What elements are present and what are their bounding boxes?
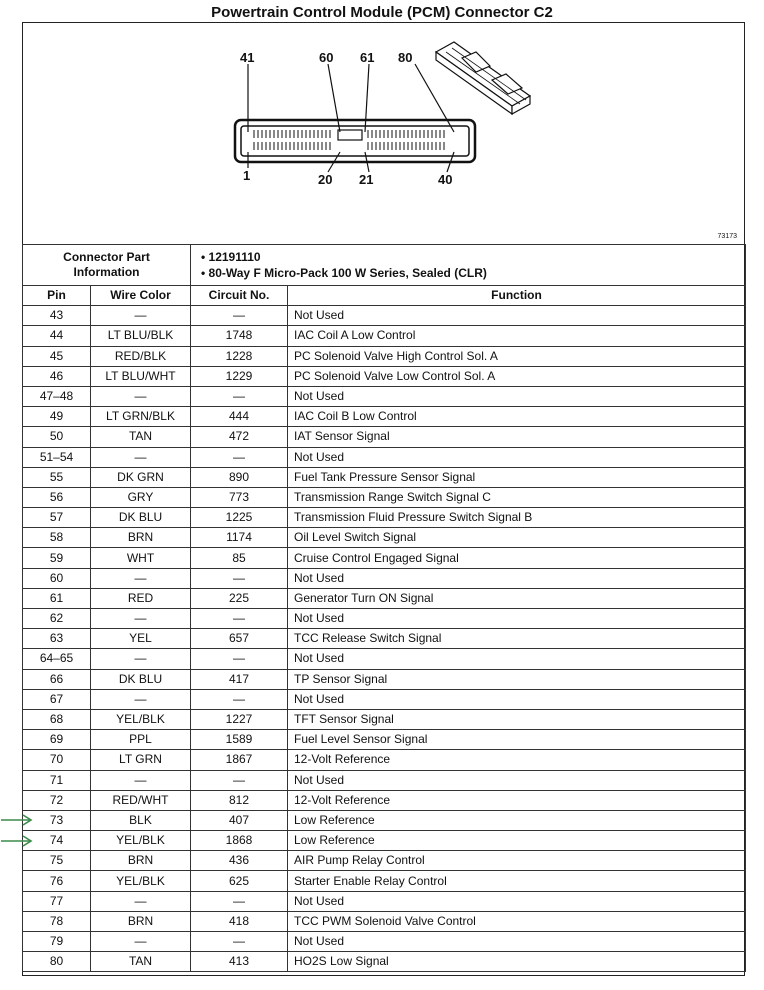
connector-info-label bbox=[23, 245, 191, 286]
cell-function: IAC Coil B Low Control bbox=[288, 407, 746, 427]
cell-function: TP Sensor Signal bbox=[288, 669, 746, 689]
cell-circuit-no: 812 bbox=[191, 790, 288, 810]
cell-pin: 56 bbox=[23, 487, 91, 507]
cell-wire-color: — bbox=[91, 609, 191, 629]
cell-pin: 68 bbox=[23, 709, 91, 729]
cell-pin: 69 bbox=[23, 730, 91, 750]
cell-pin: 47–48 bbox=[23, 386, 91, 406]
cell-function: Starter Enable Relay Control bbox=[288, 871, 746, 891]
cell-circuit-no: — bbox=[191, 649, 288, 669]
cell-pin: 74 bbox=[23, 831, 91, 851]
cell-circuit-no: 657 bbox=[191, 629, 288, 649]
cell-pin: 60 bbox=[23, 568, 91, 588]
cell-wire-color: TAN bbox=[91, 952, 191, 972]
cell-pin: 67 bbox=[23, 689, 91, 709]
cell-pin: 71 bbox=[23, 770, 91, 790]
column-header-function: Function bbox=[288, 286, 746, 306]
cell-circuit-no: 890 bbox=[191, 467, 288, 487]
pin-table bbox=[22, 244, 746, 972]
annotation-arrow-icon bbox=[0, 835, 34, 847]
cell-wire-color: TAN bbox=[91, 427, 191, 447]
table-row bbox=[23, 386, 746, 406]
cell-circuit-no: 436 bbox=[191, 851, 288, 871]
cell-function: Low Reference bbox=[288, 831, 746, 851]
cell-pin: 59 bbox=[23, 548, 91, 568]
cell-circuit-no: 1589 bbox=[191, 730, 288, 750]
table-row bbox=[23, 427, 746, 447]
cell-circuit-no: 1868 bbox=[191, 831, 288, 851]
table-row bbox=[23, 770, 746, 790]
cell-circuit-no: 472 bbox=[191, 427, 288, 447]
pin-label-1: 1 bbox=[243, 168, 251, 183]
table-row bbox=[23, 871, 746, 891]
cell-function: Transmission Fluid Pressure Switch Signal B bbox=[288, 508, 746, 528]
table-row bbox=[23, 730, 746, 750]
table-row bbox=[23, 548, 746, 568]
cell-circuit-no: — bbox=[191, 932, 288, 952]
cell-pin: 75 bbox=[23, 851, 91, 871]
table-header-row bbox=[23, 286, 746, 306]
figure-id: 73173 bbox=[717, 233, 737, 240]
cell-wire-color: DK GRN bbox=[91, 467, 191, 487]
connector-illustration bbox=[22, 22, 745, 244]
cell-wire-color: — bbox=[91, 891, 191, 911]
cell-pin: 43 bbox=[23, 306, 91, 326]
cell-pin: 50 bbox=[23, 427, 91, 447]
cell-circuit-no: 444 bbox=[191, 407, 288, 427]
table-row bbox=[23, 790, 746, 810]
cell-wire-color: DK BLU bbox=[91, 508, 191, 528]
cell-pin: 62 bbox=[23, 609, 91, 629]
cell-function: TFT Sensor Signal bbox=[288, 709, 746, 729]
cell-function: TCC PWM Solenoid Valve Control bbox=[288, 911, 746, 931]
cell-wire-color: — bbox=[91, 568, 191, 588]
table-row bbox=[23, 649, 746, 669]
cell-wire-color: YEL/BLK bbox=[91, 871, 191, 891]
cell-circuit-no: 1748 bbox=[191, 326, 288, 346]
table-row bbox=[23, 306, 746, 326]
table-row bbox=[23, 709, 746, 729]
cell-circuit-no: — bbox=[191, 306, 288, 326]
cell-function: Not Used bbox=[288, 306, 746, 326]
cell-function: Not Used bbox=[288, 770, 746, 790]
cell-pin: 77 bbox=[23, 891, 91, 911]
table-row bbox=[23, 810, 746, 830]
cell-pin: 64–65 bbox=[23, 649, 91, 669]
cell-function: 12-Volt Reference bbox=[288, 750, 746, 770]
cell-wire-color: GRY bbox=[91, 487, 191, 507]
cell-circuit-no: 418 bbox=[191, 911, 288, 931]
cell-pin: 76 bbox=[23, 871, 91, 891]
cell-function: PC Solenoid Valve High Control Sol. A bbox=[288, 346, 746, 366]
pin-label-61: 61 bbox=[360, 50, 375, 65]
table-row bbox=[23, 588, 746, 608]
table-row bbox=[23, 831, 746, 851]
table-row bbox=[23, 932, 746, 952]
connector-part-number: • 12191110 bbox=[201, 250, 261, 264]
cell-pin: 79 bbox=[23, 932, 91, 952]
cell-wire-color: WHT bbox=[91, 548, 191, 568]
cell-circuit-no: — bbox=[191, 770, 288, 790]
cell-wire-color: DK BLU bbox=[91, 669, 191, 689]
cell-function: Transmission Range Switch Signal C bbox=[288, 487, 746, 507]
table-row bbox=[23, 609, 746, 629]
cell-circuit-no: 1229 bbox=[191, 366, 288, 386]
cell-pin: 73 bbox=[23, 810, 91, 830]
cell-wire-color: — bbox=[91, 649, 191, 669]
cell-pin: 57 bbox=[23, 508, 91, 528]
column-header-pin: Pin bbox=[23, 286, 91, 306]
cell-function: 12-Volt Reference bbox=[288, 790, 746, 810]
cell-wire-color: YEL/BLK bbox=[91, 709, 191, 729]
cell-pin: 45 bbox=[23, 346, 91, 366]
column-header-circuit-no: Circuit No. bbox=[191, 286, 288, 306]
cell-circuit-no: — bbox=[191, 689, 288, 709]
cell-circuit-no: 407 bbox=[191, 810, 288, 830]
cell-function: AIR Pump Relay Control bbox=[288, 851, 746, 871]
cell-wire-color: BRN bbox=[91, 851, 191, 871]
cell-wire-color: LT BLU/BLK bbox=[91, 326, 191, 346]
table-row bbox=[23, 689, 746, 709]
cell-function: Fuel Tank Pressure Sensor Signal bbox=[288, 467, 746, 487]
cell-pin: 44 bbox=[23, 326, 91, 346]
cell-pin: 46 bbox=[23, 366, 91, 386]
page-title: Powertrain Control Module (PCM) Connector C2 bbox=[211, 4, 553, 21]
cell-wire-color: — bbox=[91, 770, 191, 790]
table-row bbox=[23, 851, 746, 871]
cell-circuit-no: 1867 bbox=[191, 750, 288, 770]
table-row bbox=[23, 629, 746, 649]
cell-wire-color: BRN bbox=[91, 528, 191, 548]
cell-pin: 70 bbox=[23, 750, 91, 770]
cell-function: Not Used bbox=[288, 891, 746, 911]
table-row bbox=[23, 669, 746, 689]
table-row bbox=[23, 508, 746, 528]
cell-wire-color: — bbox=[91, 447, 191, 467]
cell-function: Not Used bbox=[288, 689, 746, 709]
cell-wire-color: — bbox=[91, 306, 191, 326]
cell-wire-color: LT BLU/WHT bbox=[91, 366, 191, 386]
table-row bbox=[23, 447, 746, 467]
cell-circuit-no: — bbox=[191, 447, 288, 467]
pin-label-80: 80 bbox=[398, 50, 413, 65]
pin-label-20: 20 bbox=[318, 172, 333, 187]
table-row bbox=[23, 891, 746, 911]
table-row bbox=[23, 366, 746, 386]
cell-circuit-no: 1174 bbox=[191, 528, 288, 548]
cell-circuit-no: 85 bbox=[191, 548, 288, 568]
cell-function: Not Used bbox=[288, 568, 746, 588]
cell-pin: 58 bbox=[23, 528, 91, 548]
table-row bbox=[23, 750, 746, 770]
cell-pin: 78 bbox=[23, 911, 91, 931]
cell-circuit-no: 1228 bbox=[191, 346, 288, 366]
connector-info-values bbox=[191, 245, 746, 286]
cell-wire-color: — bbox=[91, 386, 191, 406]
cell-circuit-no: — bbox=[191, 891, 288, 911]
cell-circuit-no: 773 bbox=[191, 487, 288, 507]
cell-wire-color: RED/WHT bbox=[91, 790, 191, 810]
cell-function: Not Used bbox=[288, 932, 746, 952]
cell-pin: 63 bbox=[23, 629, 91, 649]
cell-wire-color: RED bbox=[91, 588, 191, 608]
connector-info-label-line2: Information bbox=[73, 265, 140, 279]
cell-pin: 49 bbox=[23, 407, 91, 427]
cell-wire-color: RED/BLK bbox=[91, 346, 191, 366]
cell-function: Low Reference bbox=[288, 810, 746, 830]
table-row bbox=[23, 952, 746, 972]
table-row bbox=[23, 528, 746, 548]
cell-pin: 80 bbox=[23, 952, 91, 972]
cell-function: TCC Release Switch Signal bbox=[288, 629, 746, 649]
cell-circuit-no: — bbox=[191, 568, 288, 588]
cell-wire-color: YEL bbox=[91, 629, 191, 649]
cell-function: Generator Turn ON Signal bbox=[288, 588, 746, 608]
cell-function: IAC Coil A Low Control bbox=[288, 326, 746, 346]
cell-wire-color: — bbox=[91, 932, 191, 952]
table-row bbox=[23, 407, 746, 427]
pin-label-40: 40 bbox=[438, 172, 453, 187]
cell-function: Oil Level Switch Signal bbox=[288, 528, 746, 548]
connector-info-label-line1: Connector Part bbox=[63, 250, 150, 264]
table-row bbox=[23, 568, 746, 588]
cell-wire-color: LT GRN/BLK bbox=[91, 407, 191, 427]
cell-circuit-no: — bbox=[191, 609, 288, 629]
table-row bbox=[23, 467, 746, 487]
cell-circuit-no: 1227 bbox=[191, 709, 288, 729]
cell-function: Not Used bbox=[288, 649, 746, 669]
connector-info-row bbox=[23, 245, 746, 286]
cell-wire-color: BLK bbox=[91, 810, 191, 830]
cell-function: IAT Sensor Signal bbox=[288, 427, 746, 447]
cell-pin: 55 bbox=[23, 467, 91, 487]
table-row bbox=[23, 911, 746, 931]
cell-function: Not Used bbox=[288, 447, 746, 467]
table-row bbox=[23, 487, 746, 507]
annotation-arrow-icon bbox=[0, 814, 34, 826]
cell-wire-color: PPL bbox=[91, 730, 191, 750]
cell-function: Not Used bbox=[288, 609, 746, 629]
cell-circuit-no: 1225 bbox=[191, 508, 288, 528]
pin-label-41: 41 bbox=[240, 50, 255, 65]
cell-wire-color: — bbox=[91, 689, 191, 709]
pin-label-60: 60 bbox=[319, 50, 334, 65]
cell-wire-color: LT GRN bbox=[91, 750, 191, 770]
pin-label-21: 21 bbox=[359, 172, 374, 187]
cell-function: PC Solenoid Valve Low Control Sol. A bbox=[288, 366, 746, 386]
cell-function: Cruise Control Engaged Signal bbox=[288, 548, 746, 568]
cell-pin: 66 bbox=[23, 669, 91, 689]
cell-circuit-no: — bbox=[191, 386, 288, 406]
cell-circuit-no: 625 bbox=[191, 871, 288, 891]
table-row bbox=[23, 346, 746, 366]
table-row bbox=[23, 326, 746, 346]
connector-diagram bbox=[22, 22, 745, 244]
cell-wire-color: BRN bbox=[91, 911, 191, 931]
cell-circuit-no: 413 bbox=[191, 952, 288, 972]
cell-function: HO2S Low Signal bbox=[288, 952, 746, 972]
column-header-wire-color: Wire Color bbox=[91, 286, 191, 306]
cell-function: Fuel Level Sensor Signal bbox=[288, 730, 746, 750]
cell-pin: 51–54 bbox=[23, 447, 91, 467]
cell-circuit-no: 417 bbox=[191, 669, 288, 689]
cell-pin: 61 bbox=[23, 588, 91, 608]
cell-circuit-no: 225 bbox=[191, 588, 288, 608]
cell-wire-color: YEL/BLK bbox=[91, 831, 191, 851]
connector-description: • 80-Way F Micro-Pack 100 W Series, Sealed (CLR) bbox=[201, 266, 487, 280]
cell-function: Not Used bbox=[288, 386, 746, 406]
cell-pin: 72 bbox=[23, 790, 91, 810]
